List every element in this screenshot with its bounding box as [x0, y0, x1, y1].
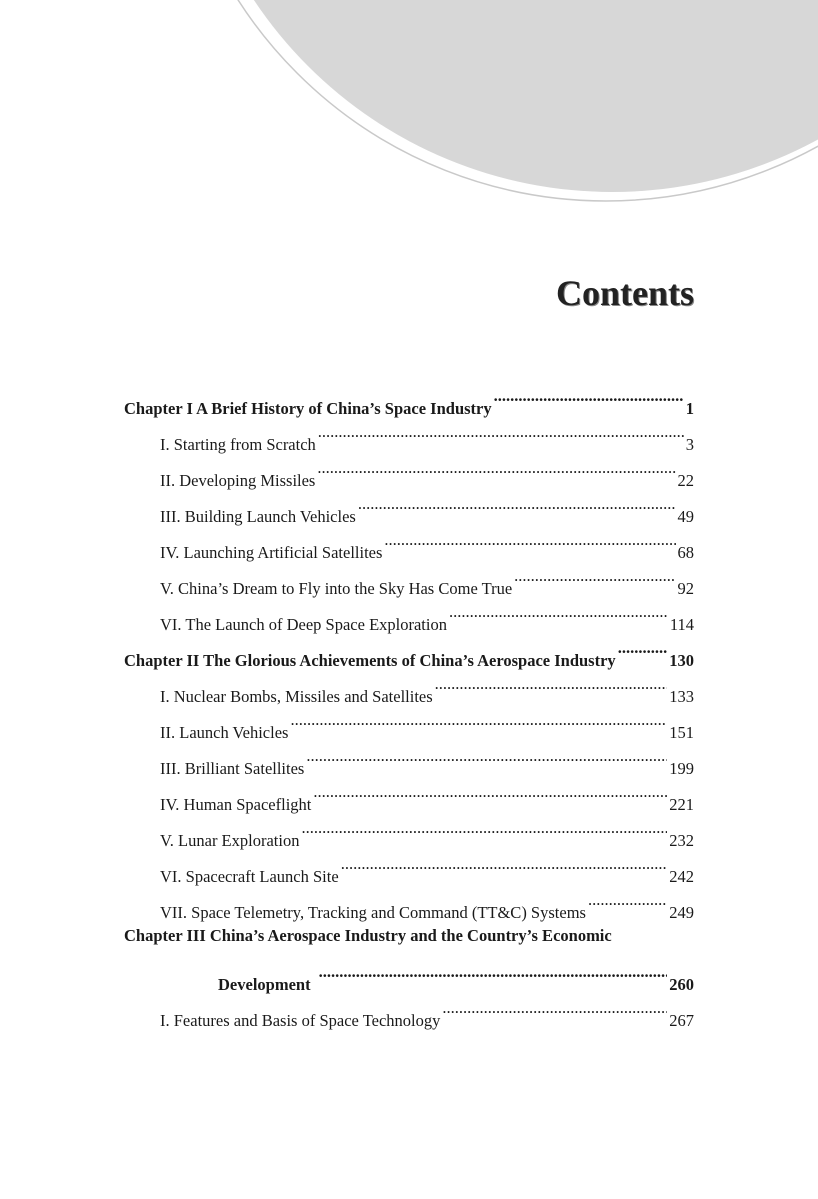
- page-title: Contents: [555, 273, 694, 313]
- toc-label: II. Developing Missiles: [160, 471, 316, 490]
- toc-label: I. Features and Basis of Space Technology: [160, 1011, 441, 1030]
- toc-label: VII. Space Telemetry, Tracking and Command (TT&C) Systems: [160, 903, 586, 922]
- toc-row[interactable]: [124, 378, 694, 418]
- dot-leader: [435, 666, 668, 702]
- toc-page-number: 3: [685, 435, 694, 454]
- dot-leader: [290, 702, 667, 738]
- toc-label: II. Launch Vehicles: [160, 723, 289, 742]
- dot-leader: [514, 558, 675, 594]
- toc-label: V. Lunar Exploration: [160, 831, 300, 850]
- toc-page-number: 260: [669, 975, 694, 994]
- toc-label: Chapter I A Brief History of China’s Space Industry: [124, 399, 492, 418]
- toc-label: I. Nuclear Bombs, Missiles and Satellites: [160, 687, 433, 706]
- toc-page-number: 68: [677, 543, 694, 562]
- toc-page-number: 267: [669, 1011, 694, 1030]
- dot-leader: [319, 954, 668, 990]
- toc-page-number: 242: [669, 867, 694, 886]
- toc-page-number: 199: [669, 759, 694, 778]
- toc-page-number: 130: [669, 651, 694, 670]
- toc-label: I. Starting from Scratch: [160, 435, 316, 454]
- toc-label: III. Building Launch Vehicles: [160, 507, 356, 526]
- dot-leader: [449, 594, 668, 630]
- toc-label: Chapter III China’s Aerospace Industry and the Country’s Economic: [124, 926, 612, 945]
- toc-page-number: 92: [677, 579, 694, 598]
- toc-label: IV. Human Spaceflight: [160, 795, 312, 814]
- toc-page-number: 22: [677, 471, 694, 490]
- dot-leader: [341, 846, 668, 882]
- dot-leader: [301, 810, 667, 846]
- dot-leader: [494, 378, 684, 414]
- toc-page-number: 249: [669, 903, 694, 922]
- dot-leader: [384, 522, 675, 558]
- toc-page-number: 232: [669, 831, 694, 850]
- toc-label: III. Brilliant Satellites: [160, 759, 305, 778]
- toc-label: Chapter II The Glorious Achievements of China’s Aerospace Industry: [124, 651, 616, 670]
- dot-leader: [318, 414, 684, 450]
- toc-page-number: 49: [677, 507, 694, 526]
- dot-leader: [313, 774, 667, 810]
- dot-leader: [317, 450, 675, 486]
- toc-page-number: 151: [669, 723, 694, 742]
- dot-leader: [588, 882, 667, 918]
- toc-row[interactable]: [124, 990, 694, 1030]
- dot-leader: [306, 738, 667, 774]
- toc-page-number: 221: [669, 795, 694, 814]
- toc-page-number: 1: [685, 399, 694, 418]
- table-of-contents: [124, 378, 694, 1030]
- toc-page-number: 133: [669, 687, 694, 706]
- toc-label: VI. The Launch of Deep Space Exploration: [160, 615, 447, 634]
- toc-row[interactable]: [124, 918, 694, 954]
- toc-row[interactable]: [124, 954, 694, 994]
- toc-label: Development: [218, 975, 311, 994]
- toc-label: IV. Launching Artificial Satellites: [160, 543, 383, 562]
- toc-page-number: 114: [669, 615, 694, 634]
- toc-label: V. China’s Dream to Fly into the Sky Has Come True: [160, 579, 513, 598]
- dot-leader: [442, 990, 667, 1026]
- dot-leader: [618, 630, 668, 666]
- dot-leader: [358, 486, 676, 522]
- toc-label: VI. Spacecraft Launch Site: [160, 867, 339, 886]
